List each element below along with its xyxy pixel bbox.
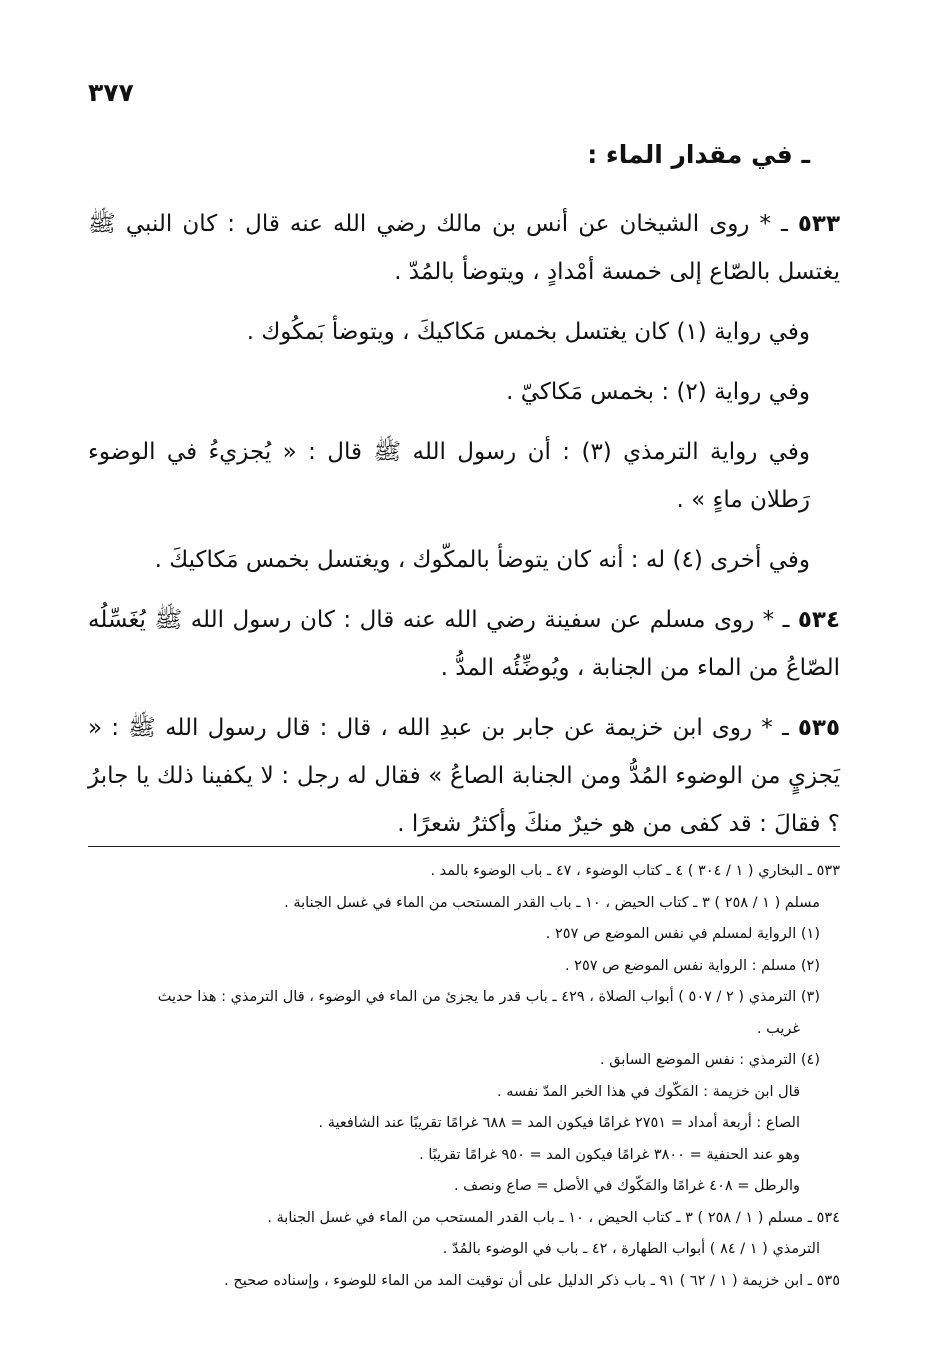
narration-3 — [88, 428, 840, 524]
hadith-number: ٥٣٤ — [797, 607, 840, 633]
narration-1 — [88, 308, 840, 356]
footnote-divider — [88, 846, 840, 847]
hadith-535 — [88, 704, 840, 848]
hadith-body: ـ * روى الشيخان عن أنس بن مالك رضي الله عنه قال : كان النبي ﷺ يغتسل بالصّاع إلى خمسة أمْدادٍ ، ويتوضأ بالمُدّ . — [88, 211, 840, 285]
footnote: (٤) الترمذي : نفس الموضع السابق . — [600, 1052, 820, 1068]
narration-text: وفي أخرى (٤) له : أنه كان يتوضأ بالمكّوك ، ويغتسل بخمس مَكاكيكَ . — [154, 547, 810, 573]
hadith-body: ـ * روى مسلم عن سفينة رضي الله عنه قال : كان رسول الله ﷺ يُغَسِّلُه الصّاعُ من الماء من الجنابة ، ويُوضِّئُه المدُّ . — [88, 607, 840, 681]
narration-text: وفي رواية (١) كان يغتسل بخمس مَكاكيكَ ، ويتوضأ بَمكُوك . — [246, 319, 810, 345]
section-title: ـ في مقدار الماء : — [587, 140, 810, 169]
footnote: الترمذي ( ١ / ٨٤ ) أبواب الطهارة ، ٤٢ ـ باب في الوضوء بالمُدّ . — [442, 1241, 820, 1257]
hadith-number: ٥٣٣ — [797, 211, 840, 237]
narration-text: وفي رواية (٢) : بخمس مَكاكيّ . — [506, 379, 810, 405]
narration-4 — [88, 536, 840, 584]
footnote: (٣) الترمذي ( ٢ / ٥٠٧ ) أبواب الصلاة ، ٤٢٩ ـ باب قدر ما يجزئ من الماء في الوضوء ، قال الترمذي : هذا حديث — [157, 989, 820, 1005]
footnote: ٥٣٤ ـ مسلم ( ١ / ٢٥٨ ) ٣ ـ كتاب الحيض ، ١٠ ـ باب القدر المستحب من الماء في غسل الجنابة . — [267, 1209, 840, 1226]
footnotes — [88, 856, 840, 1297]
hadith-number: ٥٣٥ — [797, 715, 840, 741]
footnote-note: والرطل = ٤٠٨ غرامًا والمَكّوك في الأصل = صاع ونصف . — [453, 1178, 800, 1194]
footnote: ٥٣٥ ـ ابن خزيمة ( ١ / ٦٢ ) ٩١ ـ باب ذكر الدليل على أن توقيت المد من الماء للوضوء ، وإسناده صحيح . — [224, 1272, 840, 1289]
footnote-note: وهو عند الحنفية = ٣٨٠٠ غرامًا فيكون المد = ٩٥٠ غرامًا تقريبًا . — [419, 1146, 800, 1163]
book-page — [88, 0, 840, 1346]
footnote: (١) الرواية لمسلم في نفس الموضع ص ٢٥٧ . — [545, 926, 820, 942]
footnote-continuation: غريب . — [756, 1020, 800, 1037]
footnote: مسلم ( ١ / ٢٥٨ ) ٣ ـ كتاب الحيض ، ١٠ ـ باب القدر المستحب من الماء في غسل الجنابة . — [284, 894, 820, 911]
footnote: ٥٣٣ ـ البخاري ( ١ / ٣٠٤ ) ٤ ـ كتاب الوضوء ، ٤٧ ـ باب الوضوء بالمد . — [430, 863, 840, 879]
narration-text: وفي رواية الترمذي (٣) : أن رسول الله ﷺ قال : « يُجزيءُ في الوضوء رَطلان ماءٍ » . — [88, 439, 810, 513]
page-number: ٣٧٧ — [88, 78, 134, 107]
footnote: (٢) مسلم : الرواية نفس الموضع ص ٢٥٧ . — [564, 957, 820, 974]
hadith-text — [88, 200, 840, 860]
narration-2 — [88, 368, 840, 416]
hadith-body: ـ * روى ابن خزيمة عن جابر بن عبدِ الله ، قال : قال رسول الله ﷺ : « يَجزيٍ من الوضوء المُدُّ ومن الجنابة الصاعُ » فقال له رجل : لا يكفينا ذلك يا جابرُ ؟ فقالَ : قد كفى من هو خيرٌ منكَ وأكثرُ شعرًا . — [88, 715, 840, 837]
hadith-534 — [88, 596, 840, 692]
hadith-533 — [88, 200, 840, 296]
footnote-note: الصاع : أربعة أمداد = ٢٧٥١ غرامًا فيكون المد = ٦٨٨ غرامًا تقريبًا عند الشافعية . — [318, 1115, 800, 1131]
footnote-note: قال ابن خزيمة : المَكّوك في هذا الخبر المدّ نفسه . — [496, 1083, 800, 1100]
